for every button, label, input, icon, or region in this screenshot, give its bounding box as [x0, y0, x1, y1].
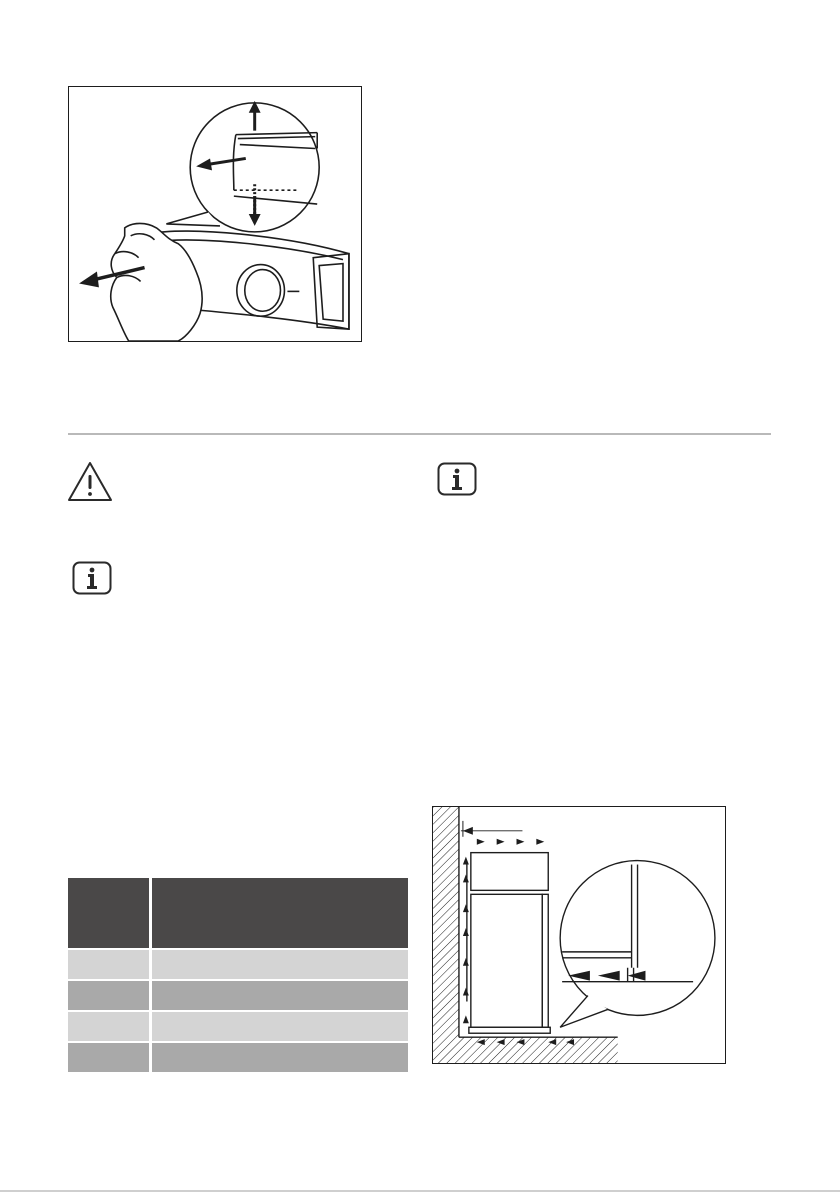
table-row [68, 1012, 408, 1041]
drawer-removal-illustration [68, 86, 362, 342]
table-row [68, 950, 408, 979]
table-cell [68, 981, 149, 1010]
section-divider [68, 433, 771, 435]
ventilation-diagram [432, 806, 726, 1064]
table-cell [68, 1043, 149, 1072]
climate-class-table [68, 878, 408, 1072]
table-cell [68, 950, 149, 979]
table-cell [152, 1043, 408, 1072]
table-cell [152, 950, 408, 979]
magnifier-callout-icon [166, 103, 319, 232]
table-header-cell [152, 878, 408, 948]
info-icon [72, 561, 112, 595]
table-cell [152, 1012, 408, 1041]
table-header-row [68, 878, 408, 948]
table-row [68, 981, 408, 1010]
table-cell [68, 1012, 149, 1041]
table-header-cell [68, 878, 149, 948]
warning-triangle-icon [66, 460, 114, 504]
hand-icon [111, 223, 202, 341]
info-icon [437, 462, 477, 496]
table-cell [152, 981, 408, 1010]
table-row [68, 1043, 408, 1072]
knob-icon [237, 265, 300, 317]
arrow-up-icon [249, 101, 261, 131]
arrow-left-icon [196, 158, 246, 170]
